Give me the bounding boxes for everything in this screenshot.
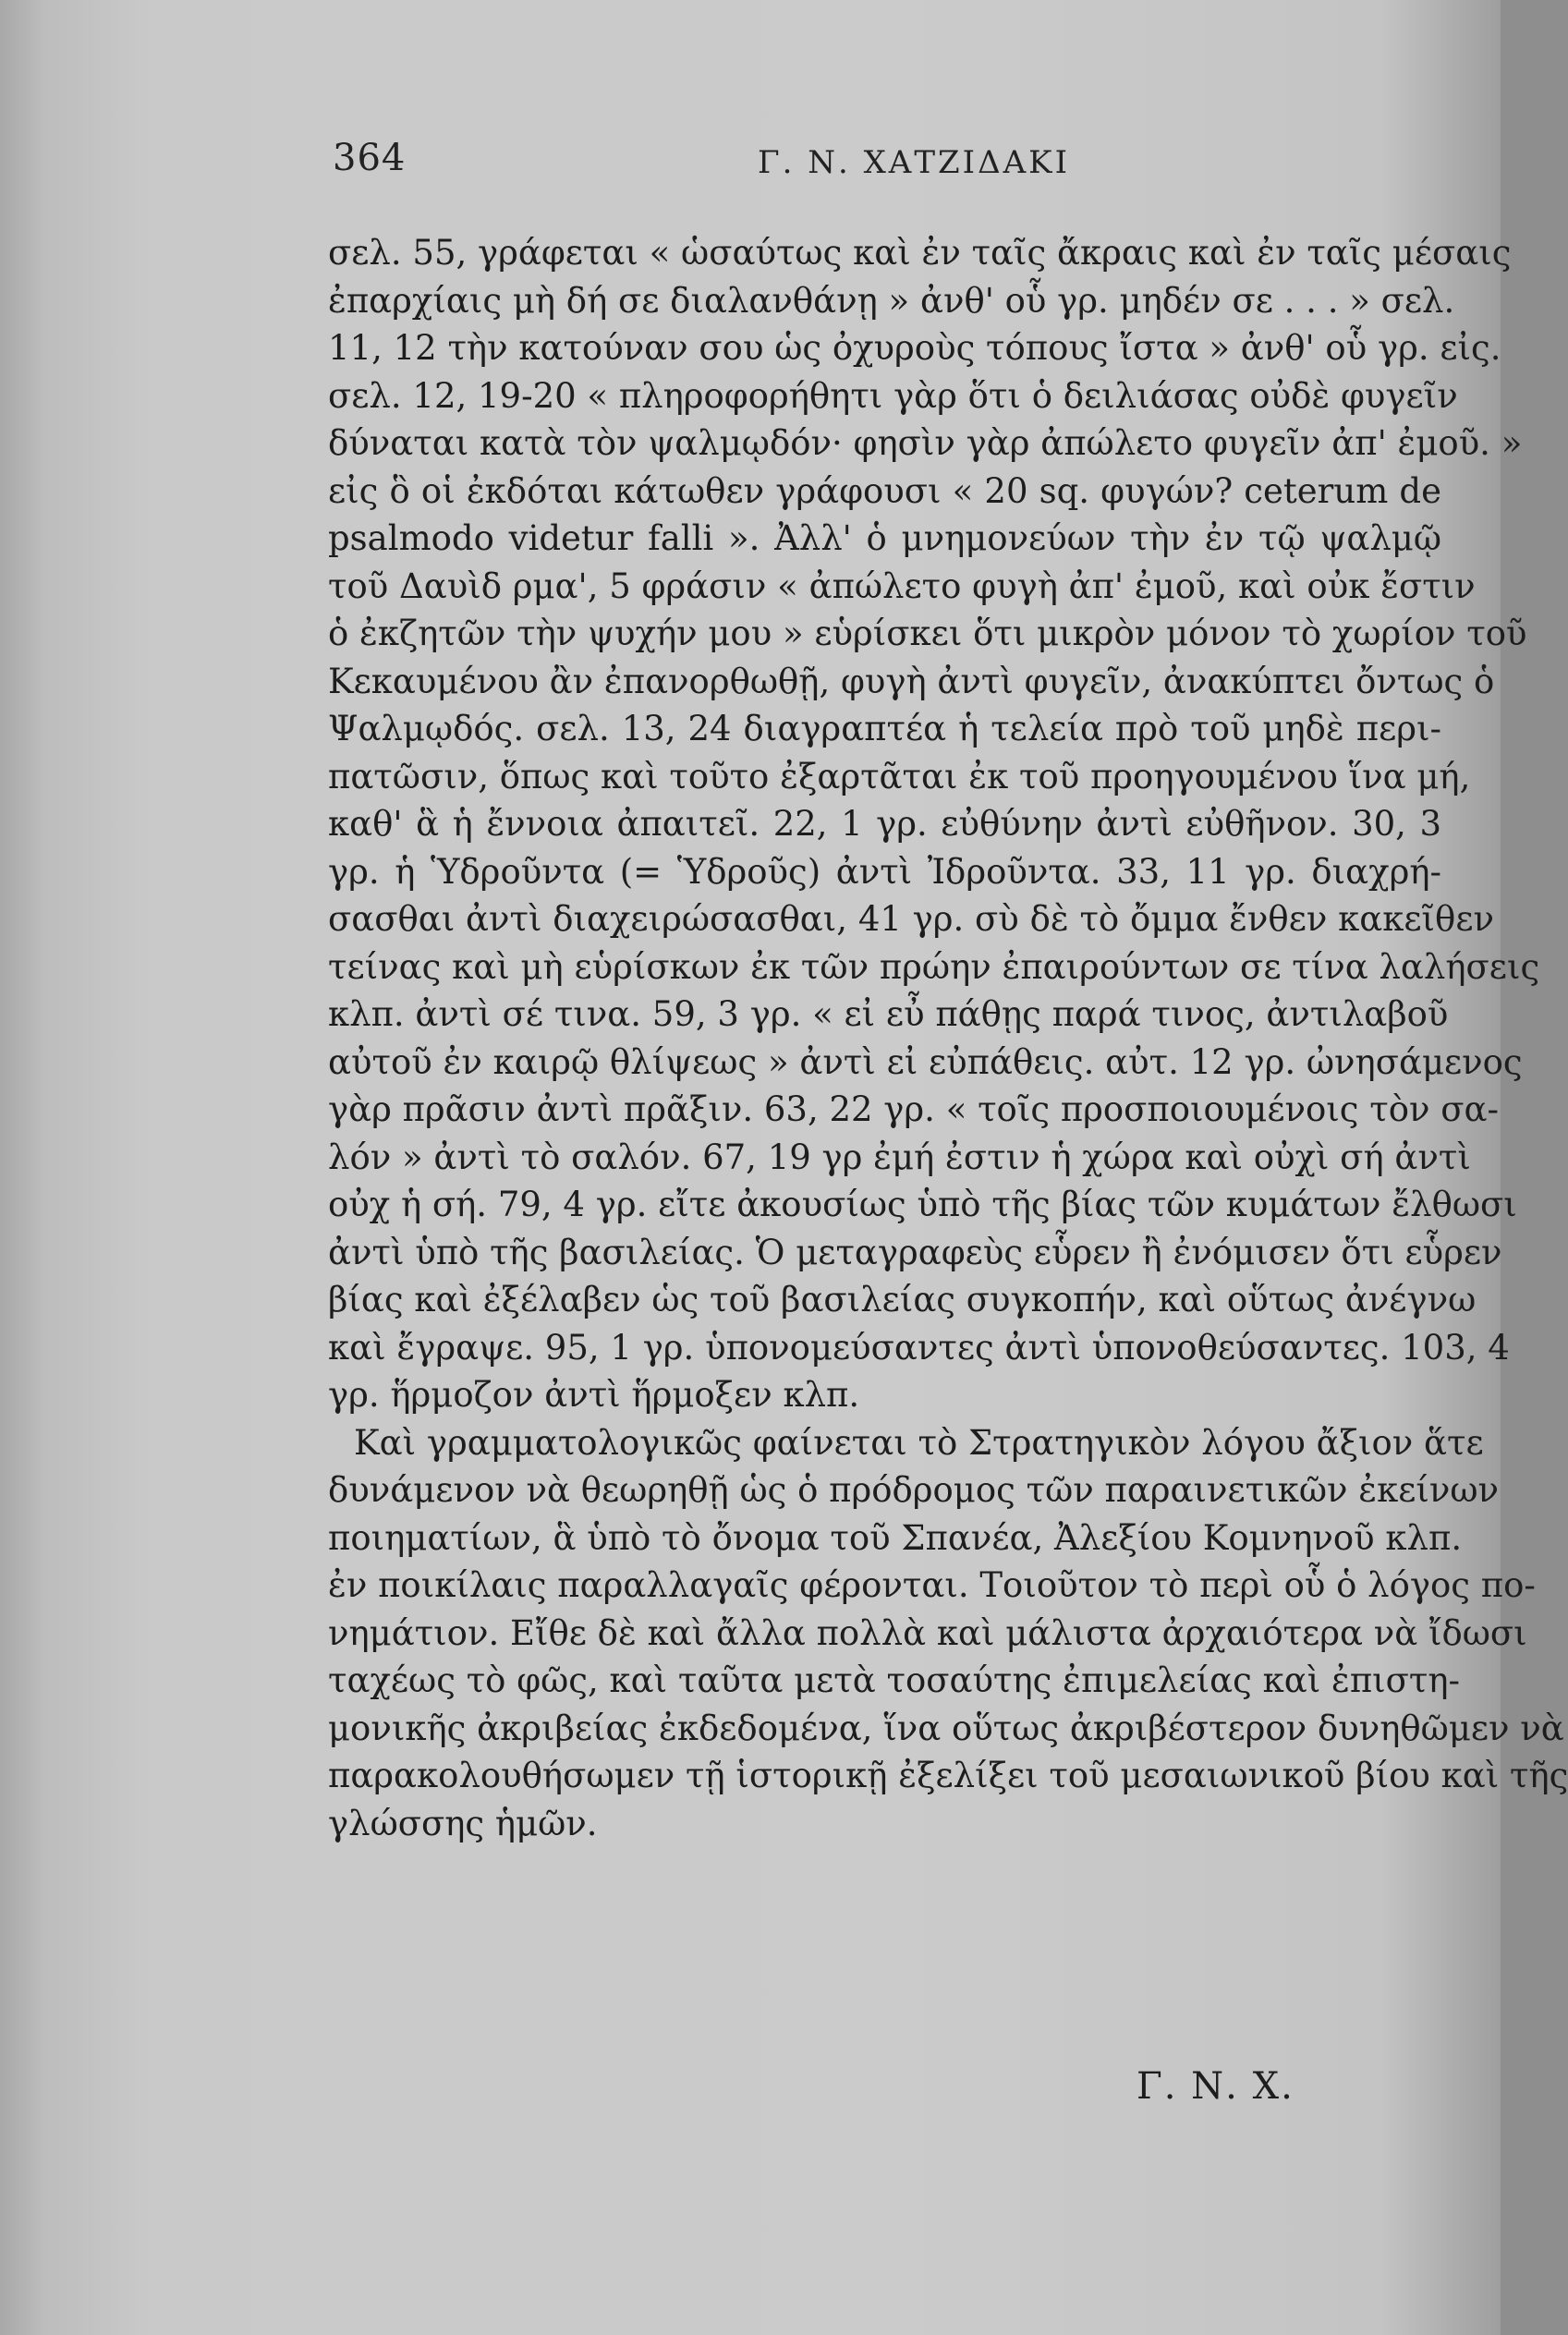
text-line: παρακολουθήσωμεν τῇ ἱστορικῇ ἐξελίξει τοῦ μεσαιωνικοῦ βίου καὶ τῆς <box>328 1756 1568 1795</box>
page-header <box>333 137 1441 192</box>
text-line: δύναται κατὰ τὸν ψαλμῳδόν· φησὶν γὰρ ἀπώλετο φυγεῖν ἀπ' ἐμοῦ. » <box>328 423 1523 463</box>
text-line: 11, 12 τὴν κατούναν σου ὡς ὀχυροὺς τόπους ἴστα » ἀνθ' οὗ γρ. εἰς. <box>328 328 1501 368</box>
text-line: ἐπαρχίαις μὴ δή σε διαλανθάνῃ » ἀνθ' οὗ γρ. μηδέν σε . . . » σελ. <box>328 280 1455 321</box>
text-line: ὁ ἐκζητῶν τὴν ψυχήν μου » εὑρίσκει ὅτι μικρὸν μόνον τὸ χωρίον τοῦ <box>328 614 1527 653</box>
text-line: κλπ. ἀντὶ σέ τινα. 59, 3 γρ. « εἰ εὖ πάθῃς παρά τινος, ἀντιλαβοῦ <box>328 994 1449 1034</box>
text-line: βίας καὶ ἐξέλαβεν ὡς τοῦ βασιλείας συγκοπήν, καὶ οὕτως ἀνέγνω <box>328 1280 1477 1320</box>
text-line: γὰρ πρᾶσιν ἀντὶ πρᾶξιν. 63, 22 γρ. « τοῖς προσποιουμένοις τὸν σα- <box>328 1089 1500 1129</box>
text-line: καθ' ἃ ἡ ἔννοια ἀπαιτεῖ. 22, 1 γρ. εὐθύνην ἀντὶ εὐθῆνον. 30, 3 <box>328 804 1441 844</box>
page-number: 364 <box>333 137 407 179</box>
text-line: λόν » ἀντὶ τὸ σαλόν. 67, 19 γρ ἐμή ἐστιν ἡ χώρα καὶ οὐχὶ σή ἀντὶ <box>328 1137 1471 1177</box>
text-line: γλώσσης ἡμῶν. <box>328 1803 598 1843</box>
paragraph-1 <box>328 229 1540 1419</box>
text-line: ποιηματίων, ἃ ὑπὸ τὸ ὄνομα τοῦ Σπανέα, Ἀλεξίου Κομνηνοῦ κλπ. <box>328 1517 1463 1558</box>
text-line: Ψαλμῳδός. σελ. 13, 24 διαγραπτέα ἡ τελεία πρὸ τοῦ μηδὲ περι- <box>328 709 1441 748</box>
paragraph-2 <box>328 1419 1568 1848</box>
text-line: Κεκαυμένου ἂν ἐπανορθωθῇ, φυγὴ ἀντὶ φυγεῖν, ἀνακύπτει ὄντως ὁ <box>328 661 1495 701</box>
author-signature: Γ. Ν. Χ. <box>1136 2065 1295 2108</box>
text-line: σασθαι ἀντὶ διαχειρώσασθαι, 41 γρ. σὺ δὲ τὸ ὄμμα ἔνθεν κακεῖθεν <box>328 899 1494 939</box>
text-line: γρ. ἥρμοζον ἀντὶ ἥρμοξεν κλπ. <box>328 1375 860 1415</box>
text-line: psalmodo videtur falli ». Ἀλλ' ὁ μνημονεύων τὴν ἐν τῷ ψαλμῷ <box>328 518 1441 558</box>
text-line: αὐτοῦ ἐν καιρῷ θλίψεως » ἀντὶ εἰ εὐπάθεις. αὐτ. 12 γρ. ὠνησάμενος <box>328 1041 1523 1082</box>
body-text <box>328 229 1568 1847</box>
text-line: ἀντὶ ὑπὸ τῆς βασιλείας. Ὁ μεταγραφεὺς εὗρεν ἢ ἐνόμισεν ὅτι εὗρεν <box>328 1232 1502 1272</box>
text-line: οὐχ ἡ σή. 79, 4 γρ. εἴτε ἀκουσίως ὑπὸ τῆς βίας τῶν κυμάτων ἔλθωσι <box>328 1185 1517 1224</box>
text-line: εἰς ὃ οἱ ἐκδόται κάτωθεν γράφουσι « 20 sq. φυγών? ceterum de <box>328 470 1441 511</box>
text-line: νημάτιον. Εἴθε δὲ καὶ ἄλλα πολλὰ καὶ μάλιστα ἀρχαιότερα νὰ ἴδωσι <box>328 1612 1527 1653</box>
text-line: μονικῆς ἀκριβείας ἐκδεδομένα, ἵνα οὕτως ἀκριβέστερον δυνηθῶμεν νὰ <box>328 1708 1564 1748</box>
text-line: Καὶ γραμματολογικῶς φαίνεται τὸ Στρατηγικὸν λόγου ἄξιον ἅτε <box>354 1422 1484 1463</box>
text-line: ταχέως τὸ φῶς, καὶ ταῦτα μετὰ τοσαύτης ἐπιμελείας καὶ ἐπιστη- <box>328 1660 1461 1700</box>
text-line: γρ. ἡ Ὑδροῦντα (= Ὑδροῦς) ἀντὶ Ἰδροῦντα. 33, 11 γρ. διαχρή- <box>328 851 1441 892</box>
text-line: καὶ ἔγραψε. 95, 1 γρ. ὑπονομεύσαντες ἀντὶ ὑπονοθεύσαντες. 103, 4 <box>328 1327 1510 1368</box>
text-line: δυνάμενον νὰ θεωρηθῇ ὡς ὁ πρόδρομος τῶν παραινετικῶν ἐκείνων <box>328 1470 1500 1510</box>
text-line: σελ. 12, 19-20 « πληροφορήθητι γὰρ ὅτι ὁ δειλιάσας οὐδὲ φυγεῖν <box>328 375 1458 416</box>
text-line: πατῶσιν, ὅπως καὶ τοῦτο ἐξαρτᾶται ἐκ τοῦ προηγουμένου ἵνα μή, <box>328 756 1471 797</box>
running-head: Γ. Ν. ΧΑΤΖΙΔΑΚΙ <box>758 144 1071 181</box>
text-line: τοῦ Δαυὶδ ρμα', 5 φράσιν « ἀπώλετο φυγὴ ἀπ' ἐμοῦ, καὶ οὐκ ἔστιν <box>328 566 1476 606</box>
text-line: τείνας καὶ μὴ εὑρίσκων ἐκ τῶν πρώην ἐπαιρούντων σε τίνα λαλήσεις <box>328 946 1540 987</box>
text-line: σελ. 55, γράφεται « ὡσαύτως καὶ ἐν ταῖς ἄκραις καὶ ἐν ταῖς μέσαις <box>328 233 1512 273</box>
text-line: ἐν ποικίλαις παραλλαγαῖς φέρονται. Τοιοῦτον τὸ περὶ οὗ ὁ λόγος πο- <box>328 1565 1536 1605</box>
